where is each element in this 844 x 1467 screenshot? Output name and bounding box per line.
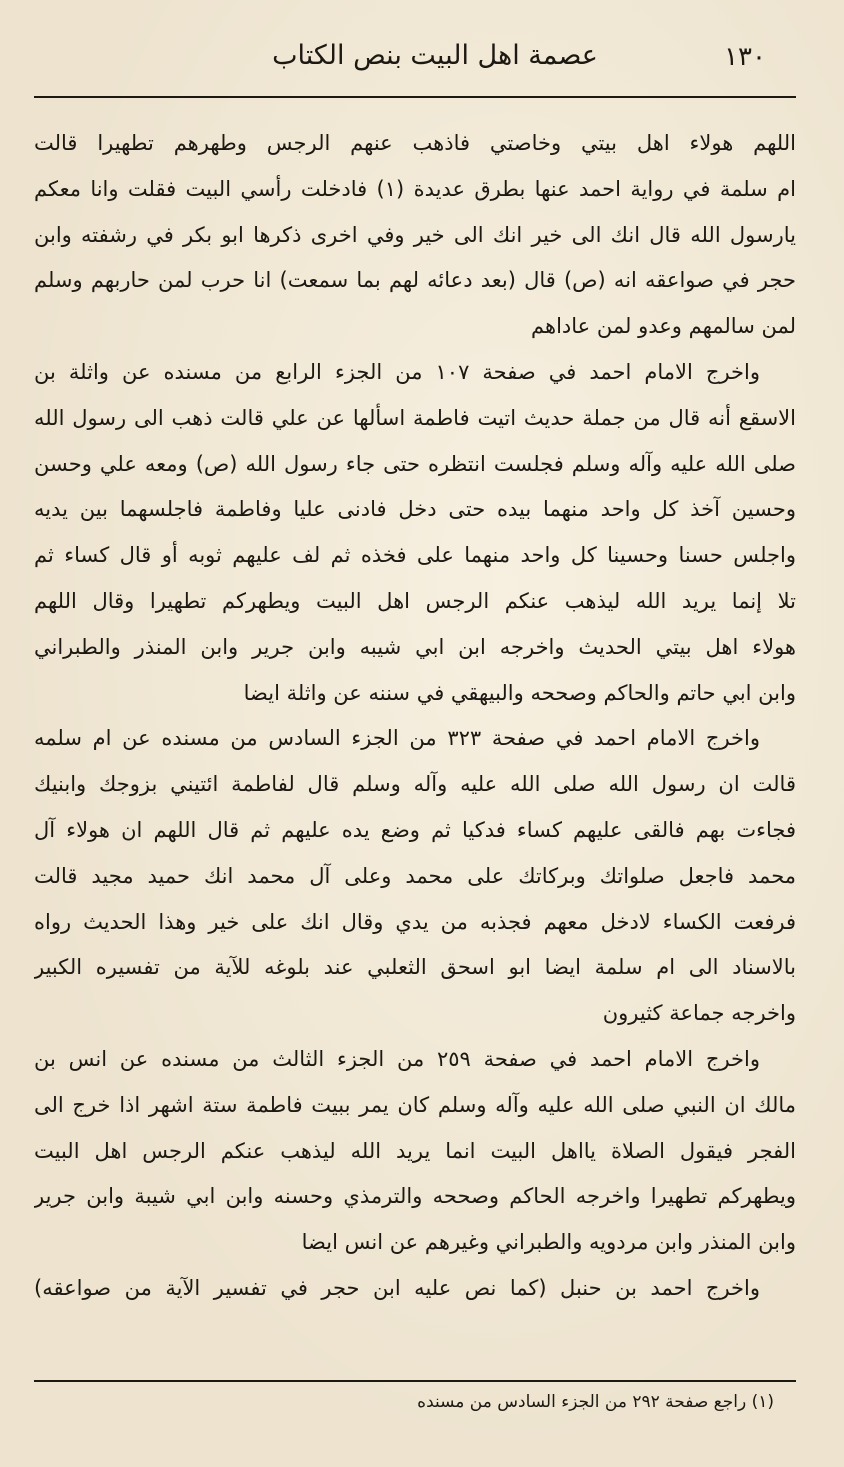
text-line: وابن ابي حاتم والحاكم وصححه والبيهقي في سننه عن واثلة ايضا [243,680,796,705]
header-rule [34,96,796,98]
text-line: قالت ان رسول الله صلى الله عليه وآله وسلم قال لفاطمة ائتيني بزوجك وابنيك [34,772,796,797]
text-line: اللهم هولاء اهل بيتي وخاصتي فاذهب عنهم الرجس وطهرهم تطهيرا قالت [34,131,796,155]
footnote: (١) راجع صفحة ٢٩٢ من الجزء السادس من مسنده [417,1392,774,1412]
text-line: واخرجه جماعة كثيرون [602,1001,796,1026]
text-line: ام سلمة في رواية احمد عنها بطرق عديدة (١) فادخلت رأسي البيت فقلت وانا معكم [34,176,796,201]
text-line: لمن سالمهم وعدو لمن عاداهم [531,314,796,339]
text-line: هولاء اهل بيتي الحديث واخرجه ابن ابي شيبه وابن جرير وابن المنذر والطبراني [34,634,796,659]
text-line: وابن المنذر وابن مردويه والطبراني وغيرهم عن انس ايضا [301,1230,796,1255]
text-line: الاسقع أنه قال من جملة حديث اتيت فاطمة اسألها عن علي قالت ذهب الى رسول الله [34,405,796,430]
text-line: مالك ان النبي صلى الله عليه وآله وسلم كان يمر ببيت فاطمة ستة اشهر اذا خرج الى [34,1092,796,1117]
text-line: وحسين آخذ كل واحد منهما بيده حتى دخل فادنى عليا وفاطمة فاجلسهما بين يديه [34,497,796,522]
page-number: ١٣٠ [724,42,766,72]
text-line: فرفعت الكساء لادخل معهم فجذبه من يدي وقال انك على خير وهذا الحديث رواه [34,909,796,934]
text-line: واخرج الامام احمد في صفحة ١٠٧ من الجزء الرابع من مسنده عن واثلة بن [34,359,760,384]
footnote-rule [34,1380,796,1382]
page-header [34,38,796,78]
text-line: يارسول الله قال انك الى خير انك الى خير وفي اخرى ذكرها ابو بكر في رشفته وابن [34,222,796,247]
text-line: بالاسناد الى ام سلمة ايضا ابو اسحق الثعلبي عند بلوغه للآية من تفسيره الكبير [34,955,796,980]
text-line: واخرج احمد بن حنبل (كما نص عليه ابن حجر في تفسير الآية من صواعقه) [34,1275,760,1300]
running-title: عصمة اهل البيت بنص الكتاب [272,40,598,71]
text-line: فجاءت بهم فالقى عليهم كساء فدكيا ثم وضع يده عليهم ثم قال اللهم ان هولاء آل [34,817,796,842]
text-line: واجلس حسنا وحسينا كل واحد منهما على فخذه ثم لف عليهم ثوبه أو قال كساء ثم [34,543,796,568]
text-line: صلى الله عليه وآله وسلم فجلست انتظره حتى جاء رسول الله (ص) ومعه علي وحسن [34,451,796,476]
text-line: محمد فاجعل صلواتك وبركاتك على محمد وعلى آل محمد انك حميد مجيد قالت [34,863,796,888]
text-line: تلا إنما يريد الله ليذهب عنكم الرجس اهل البيت ويطهركم تطهيرا وقال اللهم [34,588,796,613]
body-text [34,121,796,1312]
text-line: الفجر فيقول الصلاة يااهل البيت انما يريد الله ليذهب عنكم الرجس اهل البيت [34,1138,796,1163]
text-line: واخرج الامام احمد في صفحة ٢٥٩ من الجزء الثالث من مسنده عن انس بن [34,1046,760,1071]
text-line: حجر في صواعقه انه (ص) قال (بعد دعائه لهم بما سمعت) انا حرب لمن حاربهم وسلم [34,268,796,293]
text-line: واخرج الامام احمد في صفحة ٣٢٣ من الجزء السادس من مسنده عن ام سلمه [34,726,760,751]
text-line: ويطهركم تطهيرا واخرجه الحاكم وصححه والترمذي وحسنه وابن ابي شيبة وابن جرير [34,1184,796,1209]
